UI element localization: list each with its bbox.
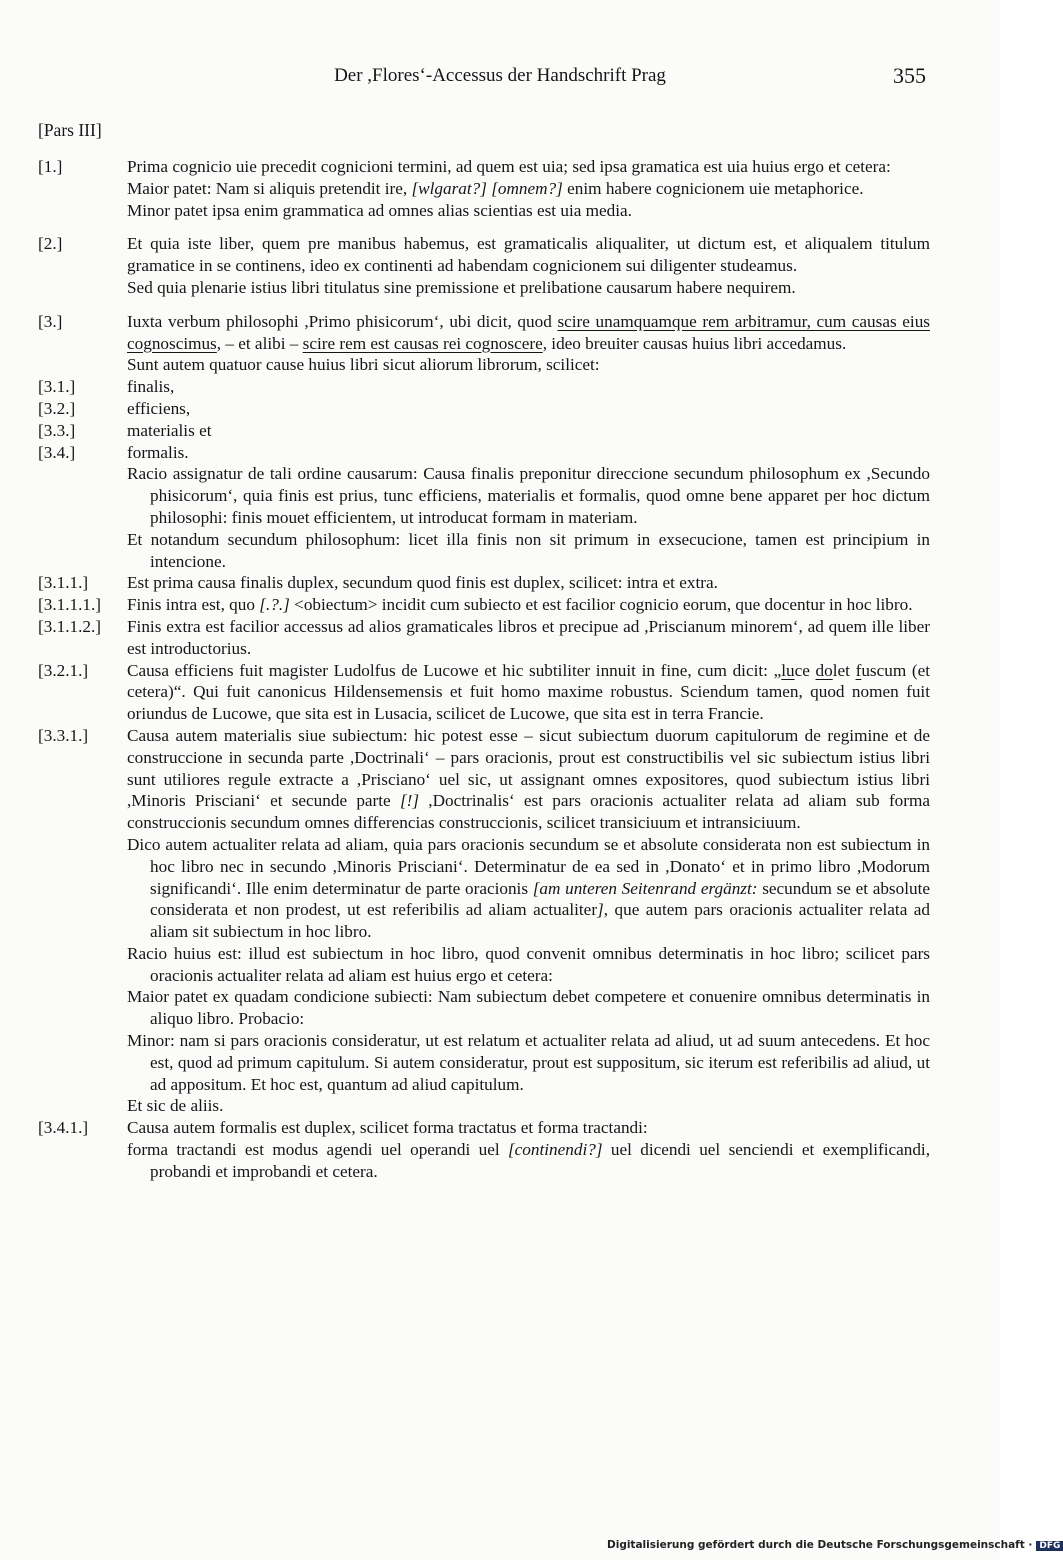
entry-text [127, 1117, 930, 1182]
entry-number: [3.4.] [38, 442, 76, 462]
entry-text: efficiens, [127, 398, 191, 418]
entry-3-4-1 [38, 1117, 930, 1182]
entry-text [127, 311, 930, 376]
text-span: enim habere cognicionem uie metaphorice. [562, 178, 864, 198]
entry-1 [38, 156, 930, 221]
paragraph [127, 178, 930, 200]
entry-text [127, 442, 930, 573]
editorial-note: [continendi?] [507, 1140, 603, 1160]
footer-text: Digitalisierung gefördert durch die Deutsche Forschungsgemeinschaft · [607, 1539, 1033, 1551]
text-span: Maior patet: Nam si aliquis pretendit ire, [127, 178, 412, 198]
quotation-underlined: scire rem est causas rei cognoscere [302, 333, 543, 353]
entry-number: [3.] [38, 311, 63, 331]
entry-3-1-1 [38, 572, 930, 594]
paragraph: Sed quia plenarie istius libri titulatus sine premissione et prelibatione causarum habere nequirem. [127, 277, 796, 297]
paragraph: Causa autem formalis est duplex, scilicet forma tractatus et forma tractandi: [127, 1118, 648, 1138]
entry-3-1 [38, 376, 930, 398]
text-span: Causa autem materialis siue subiectum: hic potest esse – sicut subiectum duorum capitulorum de regimine et de construccione in secunda parte ,Doctrinali‘ – pars oracionis, prout est constructibilis vel sic subiectum istius libri sunt utiliores regule extracte a ,Prisciano‘ uel sic, ut assignant omnes expositores, quod subiectum istius libri ,Minoris Prisciani‘ et secunde parte [127, 725, 930, 811]
text-span: let [832, 660, 856, 680]
entry-number: [3.2.] [38, 398, 76, 418]
text-span: ,Doctrinalis‘ est pars oracionis actualiter relata ad aliam sub forma construccionis secundum omnes differencias construccionis, scilicet transiciuum et intransiciuum. [127, 791, 930, 833]
entry-number: [3.3.] [38, 420, 76, 440]
entry-number: [3.4.1.] [38, 1118, 89, 1138]
entry-number: [3.1.1.1.] [38, 595, 102, 615]
paragraph [127, 1139, 930, 1183]
entry-number: [3.3.1.] [38, 725, 89, 745]
quotation-underlined: scire unamquamque rem arbitramur, cum causas eius cognoscimus [127, 311, 930, 353]
entry-text: Finis extra est facilior accessus ad alios gramaticales libros et precipue ad ,Priscianum minorem‘, ad quem ille liber est introductorius. [127, 616, 930, 658]
editorial-note: [!] [399, 791, 420, 811]
paragraph: Prima cognicio uie precedit cognicioni termini, ad quem est uia; sed ipsa gramatica est uia huius ergo et cetera: [127, 157, 891, 176]
entry-3-1-1-2 [38, 616, 930, 660]
paragraph: Minor patet ipsa enim grammatica ad omnes alias scientias est uia media. [127, 200, 632, 220]
editorial-note: [.?.] [259, 595, 290, 615]
text-span: uscum (et cetera)“. Qui fuit canonicus Hildensemensis et fuit homo maxime robustus. Sciendum tamen, quod nomen fuit oriundus de Lucowe, que sita est in Lusacia, scilicet de Lucowe, que sita est in terra Francie. [127, 660, 930, 724]
page-number: 355 [893, 63, 926, 88]
running-head: Der ,Flores‘-Accessus der Handschrift Prag [334, 65, 666, 86]
entry-number: [2.] [38, 234, 63, 254]
entry-text [127, 660, 930, 725]
paragraph: Sunt autem quatuor cause huius libri sicut aliorum librorum, scilicet: [127, 355, 600, 375]
text-span: , ideo breuiter causas huius libri accedamus. [542, 333, 847, 353]
dfg-logo: DFG [1036, 1541, 1063, 1551]
text-span: <obiectum> incidit cum subiecto et est facilior cognicio eorum, que docentur in hoc libro. [289, 595, 913, 615]
paragraph: Racio huius est: illud est subiectum in hoc libro, quod convenit omnibus determinatis in hoc libro; scilicet pars oracionis actualiter relata ad aliam est huius ergo et cetera: [127, 943, 930, 985]
section-heading: [Pars III] [38, 120, 102, 140]
acrostic-letters: do [815, 660, 833, 680]
editorial-note: [am unteren Seitenrand ergänzt: [532, 878, 758, 898]
entry-text [127, 725, 930, 1117]
entry-3-4 [38, 442, 930, 573]
text-span: secundum se et absolute considerata et non prodest, ut est referibilis ad aliam actualiter [150, 878, 930, 920]
entry-3-1-1-1 [38, 594, 930, 616]
entry-text: materialis et [127, 420, 212, 440]
entry-number: [3.1.1.] [38, 573, 89, 593]
text-span: ce [794, 660, 816, 680]
digitization-footer [607, 1539, 1061, 1551]
entry-2 [38, 233, 930, 298]
paragraph: Maior patet ex quadam condicione subiecti: Nam subiectum debet competere et conuenire omnibus determinatis in aliquo libro. Probacio: [127, 987, 930, 1029]
entry-3-3-1 [38, 725, 930, 1117]
entry-number: [1.] [38, 157, 63, 176]
paragraph [127, 834, 930, 943]
paragraph: formalis. [127, 442, 189, 462]
entry-text: finalis, [127, 377, 175, 397]
editorial-note: [wlgarat?] [omnem?] [411, 178, 563, 198]
paragraph: Minor: nam si pars oracionis consideratur, ut est relatum et actualiter relata ad aliud, ut ad suum antecedens. Et hoc est, quod ad primum capitulum. Si autem consideratur, prout est suppositum, sic iterum est referibilis ad aliud, ut ad appositum. Et hoc est, quantum ad aliud capitulum. [127, 1031, 930, 1094]
acrostic-letters: f [855, 660, 862, 680]
entry-text [127, 594, 930, 616]
text-span: forma tractandi est modus agendi uel operandi uel [127, 1140, 508, 1160]
entry-text [127, 233, 930, 298]
text-span: uel dicendi uel senciendi et exemplificandi, probandi et improbandi et cetera. [150, 1140, 930, 1181]
editorial-note: ] [597, 900, 604, 920]
text-span: , que autem pars oracionis actualiter relata ad aliam sit subiectum in hoc libro. [150, 900, 930, 942]
body-text [38, 156, 930, 1183]
text-span: Finis intra est, quo [127, 595, 260, 615]
entry-3-3 [38, 420, 930, 442]
entry-number: [3.1.] [38, 377, 76, 397]
entry-text: Est prima causa finalis duplex, secundum quod finis est duplex, scilicet: intra et extra. [127, 573, 718, 593]
entry-text [127, 156, 930, 221]
entry-3-2-1 [38, 660, 930, 725]
paragraph: Racio assignatur de tali ordine causarum: Causa finalis preponitur direccione secundum philosophum ex ,Secundo phisicorum‘, quia finis est prius, tunc efficiens, materialis et formalis, quod omne bene apparet per hoc dictum philosophi: finis mouet efficientem, ut introducat formam in materiam. [127, 464, 930, 527]
paragraph: Et notandum secundum philosophum: licet illa finis non sit primum in exsecucione, tamen est principium in intencione. [127, 529, 930, 571]
text-span: , – et alibi – [216, 333, 303, 353]
paragraph: Et sic de aliis. [127, 1096, 224, 1116]
text-span: Causa efficiens fuit magister Ludolfus de Lucowe et hic subtiliter innuit in fine, cum dicit: „ [127, 660, 782, 680]
text-span: Iuxta verbum philosophi ,Primo phisicorum‘, ubi dicit, quod [127, 311, 558, 331]
entry-number: [3.2.1.] [38, 660, 89, 680]
entry-number: [3.1.1.2.] [38, 616, 102, 636]
paragraph: Et quia iste liber, quem pre manibus habemus, est gramaticalis aliqualiter, ut dictum est, et aliqualem titulum gramatice in se continens, ideo ex continenti ad habendam cognicionem sui diligenter studeamus. [127, 234, 930, 276]
text-span: Dico autem actualiter relata ad aliam, quia pars oracionis secundum se et absolute considerata non est subiectum in hoc libro nec in secundo ,Minoris Prisciani‘. Determinatur de ea sed in ,Donato‘ et in primo libro ,Modorum significandi‘. Ille enim determinatur de parte oracionis [127, 834, 930, 898]
entry-3 [38, 311, 930, 376]
entry-3-2 [38, 398, 930, 420]
paragraph [127, 311, 930, 355]
paragraph [127, 725, 930, 834]
acrostic-letters: lu [781, 660, 795, 680]
